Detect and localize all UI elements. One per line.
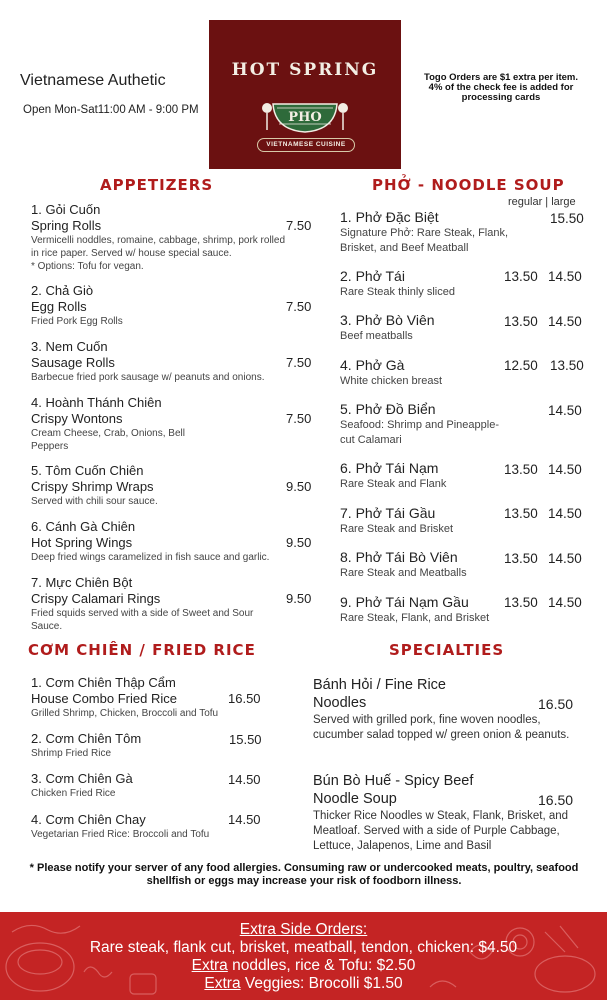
item-name: 6. Phở Tái Nạm — [340, 460, 439, 476]
item-description: Beef meatballs — [340, 330, 413, 342]
item-name-en: Egg Rolls — [31, 299, 87, 314]
item-description: White chicken breast — [340, 375, 443, 387]
item-name: 6. Cánh Gà Chiên — [31, 519, 136, 534]
price-regular: 13.50 — [504, 462, 538, 477]
item-name-en: House Combo Fried Rice — [31, 691, 177, 706]
pho-item — [340, 594, 510, 626]
item-name: 4. Cơm Chiên Chay — [31, 812, 146, 827]
specialty-item — [313, 772, 575, 854]
pho-item — [340, 460, 500, 492]
fried-rice-item — [31, 731, 231, 761]
item-name-en: Crispy Wontons — [31, 411, 123, 426]
item-price: 7.50 — [286, 299, 312, 314]
restaurant-logo — [209, 20, 401, 169]
item-price: 16.50 — [228, 691, 261, 706]
togo-note: Togo Orders are $1 extra per item. — [424, 72, 578, 83]
extras-veggies-text: Veggies: Brocolli $1.50 — [240, 975, 403, 992]
appetizer-item — [31, 339, 301, 385]
pho-item — [340, 209, 540, 256]
price-large: 14.50 — [548, 269, 582, 284]
price-large: 15.50 — [550, 211, 584, 226]
item-description: Barbecue fried pork sausage w/ peanuts and onions. — [31, 372, 265, 383]
price-regular: 13.50 — [504, 314, 538, 329]
price-large: 14.50 — [548, 506, 582, 521]
price-large: 13.50 — [550, 358, 584, 373]
item-description: Rare Steak and Brisket — [340, 523, 454, 535]
extras-veggies — [0, 975, 607, 993]
appetizer-item — [31, 519, 306, 565]
specialties-heading: SPECIALTIES — [389, 641, 505, 659]
specialty-item — [313, 676, 573, 743]
item-description: Shrimp Fried Rice — [31, 748, 112, 759]
item-name-en: Noodles — [313, 695, 367, 711]
appetizer-item — [31, 463, 291, 509]
item-price: 15.50 — [229, 732, 262, 747]
tagline: Vietnamese Authetic — [20, 72, 166, 89]
item-name: 4. Hoành Thánh Chiên — [31, 395, 162, 410]
item-description: Vermicelli noddles, romaine, cabbage, shrimp, pork rolled in rice paper. Served w/ house special sauce. — [31, 235, 286, 259]
item-name-en: Sausage Rolls — [31, 355, 115, 370]
item-name-en: Noodle Soup — [313, 791, 397, 807]
item-description: Deep fried wings caramelized in fish sauce and garlic. — [31, 552, 270, 563]
extra-sides-footer — [0, 912, 607, 1000]
item-name: 9. Phở Tái Nạm Gầu — [340, 594, 469, 610]
item-name-en: Crispy Shrimp Wraps — [31, 479, 154, 494]
pho-item — [340, 505, 500, 537]
size-header: regular | large — [508, 196, 576, 208]
price-large: 14.50 — [548, 462, 582, 477]
item-name: 8. Phở Tái Bò Viên — [340, 549, 458, 565]
item-price: 9.50 — [286, 591, 312, 606]
opening-hours: Open Mon-Sat11:00 AM - 9:00 PM — [23, 104, 199, 116]
extras-meats: Rare steak, flank cut, brisket, meatball, tendon, chicken: $4.50 — [89, 939, 518, 956]
pho-heading: PHỞ - NOODLE SOUP — [372, 176, 565, 194]
item-description: Rare Steak and Meatballs — [340, 567, 467, 579]
item-name: 2. Cơm Chiên Tôm — [31, 731, 142, 746]
item-name: 3. Nem Cuốn — [31, 339, 108, 354]
logo-title: HOT SPRING — [231, 60, 379, 80]
price-large: 14.50 — [548, 551, 582, 566]
logo-subtitle: VIETNAMESE CUISINE — [257, 138, 355, 152]
extras-prefix: Extra — [204, 975, 241, 992]
item-price: 7.50 — [286, 218, 312, 233]
appetizer-item — [31, 202, 291, 274]
item-name: 5. Tôm Cuốn Chiên — [31, 463, 144, 478]
price-regular: 13.50 — [504, 269, 538, 284]
item-note: * Options: Tofu for vegan. — [31, 261, 144, 272]
item-name: 1. Gỏi Cuốn — [31, 202, 101, 217]
item-price: 9.50 — [286, 535, 312, 550]
extras-noodles-text: noddles, rice & Tofu: $2.50 — [227, 957, 416, 974]
item-description: Thicker Rice Noodles w Steak, Flank, Brisket, and Meatloaf. Served with a side of Purple Cabbage, Lettuce, Jalapenos, Lime and Basil — [313, 810, 569, 852]
item-name: Bánh Hỏi / Fine Rice — [313, 677, 446, 693]
pho-item — [340, 549, 500, 581]
appetizer-item — [31, 575, 286, 633]
price-regular: 13.50 — [504, 506, 538, 521]
item-description: Rare Steak, Flank, and Brisket — [340, 612, 490, 624]
item-price: 7.50 — [286, 355, 312, 370]
appetizer-item — [31, 395, 211, 453]
item-price: 14.50 — [228, 772, 261, 787]
item-name: 2. Phở Tái — [340, 268, 405, 284]
item-description: Fried Pork Egg Rolls — [31, 316, 123, 327]
price-large: 14.50 — [548, 595, 582, 610]
extras-block — [0, 921, 607, 993]
item-name: 4. Phở Gà — [340, 357, 405, 373]
order-notes — [418, 73, 584, 103]
item-price: 7.50 — [286, 411, 312, 426]
item-name-en: Hot Spring Wings — [31, 535, 133, 550]
item-description: Served with chili sour sauce. — [31, 496, 158, 507]
item-name: Bún Bò Huế - Spicy Beef — [313, 773, 474, 789]
extras-title: Extra Side Orders: — [239, 921, 368, 938]
price-regular: 13.50 — [504, 595, 538, 610]
appetizer-item — [31, 283, 291, 329]
item-name: 7. Mực Chiên Bột — [31, 575, 133, 590]
item-description: Signature Phở: Rare Steak, Flank, Brisket, and Beef Meatball — [340, 227, 509, 254]
item-description: Grilled Shrimp, Chicken, Broccoli and Tofu — [31, 708, 219, 719]
price-regular: 13.50 — [504, 551, 538, 566]
item-description: Rare Steak thinly sliced — [340, 286, 455, 298]
item-description: Rare Steak and Flank — [340, 478, 447, 490]
logo-bowl-text: PHO — [288, 110, 322, 125]
allergy-notice: * Please notify your server of any food allergies. Consuming raw or undercooked meats, poultry, seafood shellfish or eggs may increase your risk of foodborn illness. — [29, 862, 579, 887]
fried-rice-item — [31, 812, 241, 842]
item-description: Served with grilled pork, fine woven noodles, cucumber salad topped w/ green onion & peanuts. — [313, 714, 570, 741]
item-name: 3. Phở Bò Viên — [340, 312, 435, 328]
item-name: 1. Phở Đặc Biệt — [340, 209, 439, 225]
item-name-en: Spring Rolls — [31, 218, 102, 233]
item-description: Seafood: Shrimp and Pineapple-cut Calamari — [340, 419, 499, 446]
pho-item — [340, 401, 500, 448]
item-description: Chicken Fried Rice — [31, 788, 116, 799]
item-description: Vegetarian Fried Rice: Broccoli and Tofu — [31, 829, 210, 840]
price-regular: 12.50 — [504, 358, 538, 373]
item-price: 16.50 — [538, 696, 574, 712]
item-name: 2. Chả Giò — [31, 283, 94, 298]
appetizers-heading: APPETIZERS — [100, 176, 214, 194]
pho-bowl-icon — [259, 96, 351, 136]
item-price: 9.50 — [286, 479, 312, 494]
item-price: 14.50 — [228, 812, 261, 827]
item-name: 7. Phở Tái Gầu — [340, 505, 436, 521]
price-large: 14.50 — [548, 314, 582, 329]
fried-rice-heading: CƠM CHIÊN / FRIED RICE — [28, 641, 256, 659]
fee-note: 4% of the check fee is added for processing cards — [428, 82, 574, 103]
price-large: 14.50 — [548, 403, 582, 418]
item-description: Fried squids served with a side of Sweet and Sour Sauce. — [31, 608, 254, 632]
item-name: 5. Phở Đồ Biển — [340, 401, 436, 417]
item-price: 16.50 — [538, 792, 574, 808]
fried-rice-item — [31, 771, 231, 801]
item-name: 1. Cơm Chiên Thập Cẩm — [31, 675, 176, 690]
extras-prefix: Extra — [191, 957, 228, 974]
item-name: 3. Cơm Chiên Gà — [31, 771, 133, 786]
item-description: Cream Cheese, Crab, Onions, Bell Peppers — [31, 428, 185, 452]
fried-rice-item — [31, 675, 231, 721]
item-name-en: Crispy Calamari Rings — [31, 591, 161, 606]
extras-noodles — [0, 957, 607, 975]
